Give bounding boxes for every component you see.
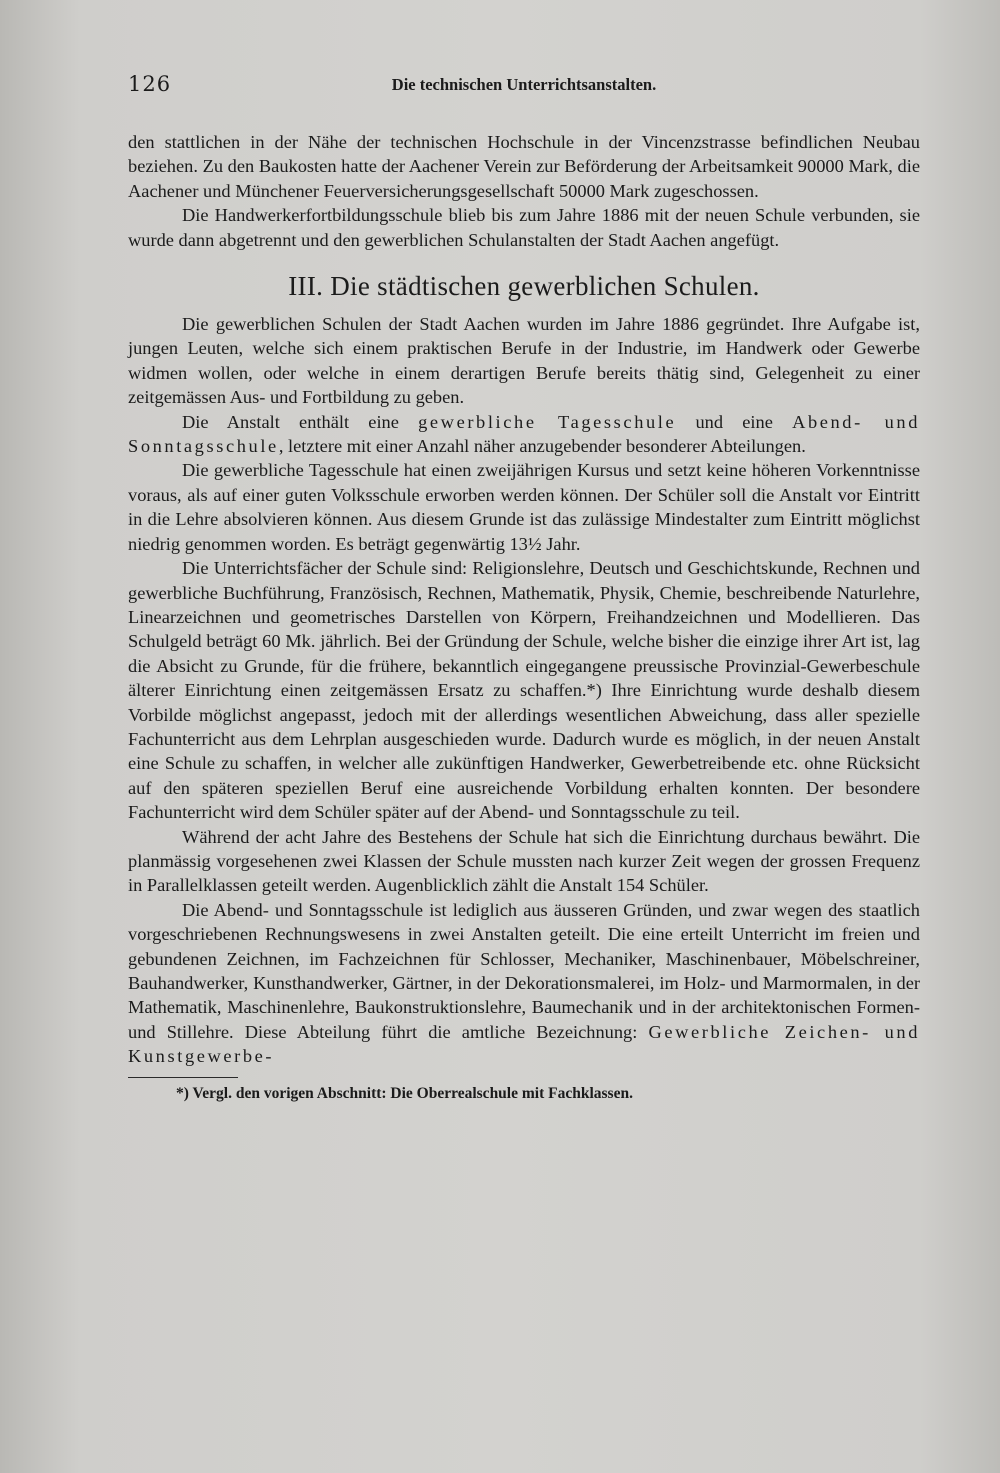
paragraph-founding: Die gewerblichen Schulen der Stadt Aachen wurden im Jahre 1886 gegründet. Ihre Aufgabe ist, jungen Leuten, welche sich einem praktischen Berufe in der Industrie, im Handwerk oder Gewerbe widmen wollen, oder welche in einem derartigen Berufe bereits thätig sind, Gelegenheit zu einer zeitgemässen Aus- und Fortbildung zu geben.: [128, 314, 920, 408]
paragraph-tagesschule: Die gewerbliche Tagesschule hat einen zweijährigen Kursus und setzt keine höheren Vorkenntnisse voraus, als auf einer guten Volksschule erworben werden können. Der Schüler soll die Anstalt vor Eintritt in die Lehre absolvieren können. Aus diesem Grunde ist das zulässige Mindestalter zum Eintritt möglichst niedrig genommen worden. Es beträgt gegenwärtig 13½ Jahr.: [128, 460, 920, 554]
footnote: *) Vergl. den vorigen Abschnitt: Die Oberrealschule mit Fachklassen.: [176, 1084, 633, 1102]
spaced-term-kunstgewerbe: Gewerbliche Zeichen- und Kunstgewerbe-: [128, 1021, 920, 1067]
paragraph-bestehen: Während der acht Jahre des Bestehens der Schule hat sich die Einrichtung durchaus bewährt. Die planmässig vorgesehenen zwei Klassen der Schule mussten nach kurzer Zeit wegen der grossen Frequenz in Parallelklassen geteilt werden. Augenblicklich zählt die Anstalt 154 Schüler.: [128, 826, 920, 896]
spaced-term-tagesschule: gewerbliche Tagesschule: [418, 411, 677, 432]
text-run: Die Anstalt enthält eine: [182, 411, 419, 432]
page-body: [128, 128, 920, 1104]
page-header: [128, 70, 920, 102]
spaced-term-abendschule: Abend- und Sonntagsschule: [128, 411, 920, 457]
paragraph-continuation: den stattlichen in der Nähe der technischen Hochschule in der Vincenzstrasse befindlichen Neubau beziehen. Zu den Baukosten hatte der Aachener Verein zur Beförderung der Arbeitsamkeit 90000 Mark, die Aachener und Münchener Feuerversicherungsgesellschaft 50000 Mark zugeschossen.: [128, 132, 920, 201]
text-run: Die Abend- und Sonntagsschule ist lediglich aus äusseren Gründen, und zwar wegen des staatlich vorgeschriebenen Rechnungswesens in zwei Anstalten geteilt. Die eine erteilt Unterricht im freien und gebundenen Zeichnen, im Fachzeichnen für Schlosser, Mechaniker, Maschinenbauer, Möbelschreiner, Bauhandwerker, Kunsthandwerker, Gärtner, in der Dekorationsmalerei, im Holz- und Marmormalen, in der Mathematik, Maschinenlehre, Baukonstruktionslehre, Baumechanik und in der architektonischen Formen- und Stillehre. Diese Abteilung führt die amtliche Bezeichnung:: [128, 899, 920, 1042]
section-heading: III. Die städtischen gewerblichen Schulen.: [288, 271, 760, 302]
text-run: und eine: [676, 411, 793, 432]
paragraph-abendschule: [128, 898, 920, 1069]
paragraph-faecher: Die Unterrichtsfächer der Schule sind: Religionslehre, Deutsch und Geschichtskunde, Rechnen und gewerbliche Buchführung, Französisch, Rechnen, Mathematik, Physik, Chemie, beschreibende Naturlehre, Linearzeichnen und geometrisches Darstellen von Körpern, Freihandzeichnen und Modellieren. Das Schulgeld beträgt 60 Mk. jährlich. Bei der Gründung der Schule, welche bisher die einzige ihrer Art ist, lag die Absicht zu Grunde, für die frühere, bekanntlich eingegangene preussische Provinzial-Gewerbeschule älterer Einrichtung einen zeitgemässen Ersatz zu schaffen.*) Ihre Einrichtung wurde deshalb diesem Vorbilde möglichst angepasst, jedoch mit der allerdings wesentlichen Abweichung, dass aller spezielle Fachunterricht aus dem Lehrplan ausgeschieden wurde. Dadurch wurde es möglich, in der neuen Anstalt eine Schule zu schaffen, in welcher alle zukünftigen Handwerker, Gewerbetreibende etc. ohne Rücksicht auf den späteren speziellen Beruf eine ausreichende Vorbildung erhalten konnten. Der besondere Fachunterricht wird dem Schüler später auf der Abend- und Sonntagsschule zu teil.: [128, 558, 920, 823]
paragraph-anstalt: [128, 410, 920, 459]
paragraph-handwerker: Die Handwerkerfortbildungsschule blieb bis zum Jahre 1886 mit der neuen Schule verbunden, sie wurde dann abgetrennt und den gewerblichen Schulanstalten der Stadt Aachen angefügt.: [128, 205, 920, 250]
text-run: , letztere mit einer Anzahl näher anzugebender besonderer Abteilungen.: [278, 436, 806, 457]
page-number: 126: [128, 72, 172, 96]
running-title: Die technischen Unterrichtsanstalten.: [391, 75, 657, 94]
footnote-rule: [128, 1077, 238, 1078]
